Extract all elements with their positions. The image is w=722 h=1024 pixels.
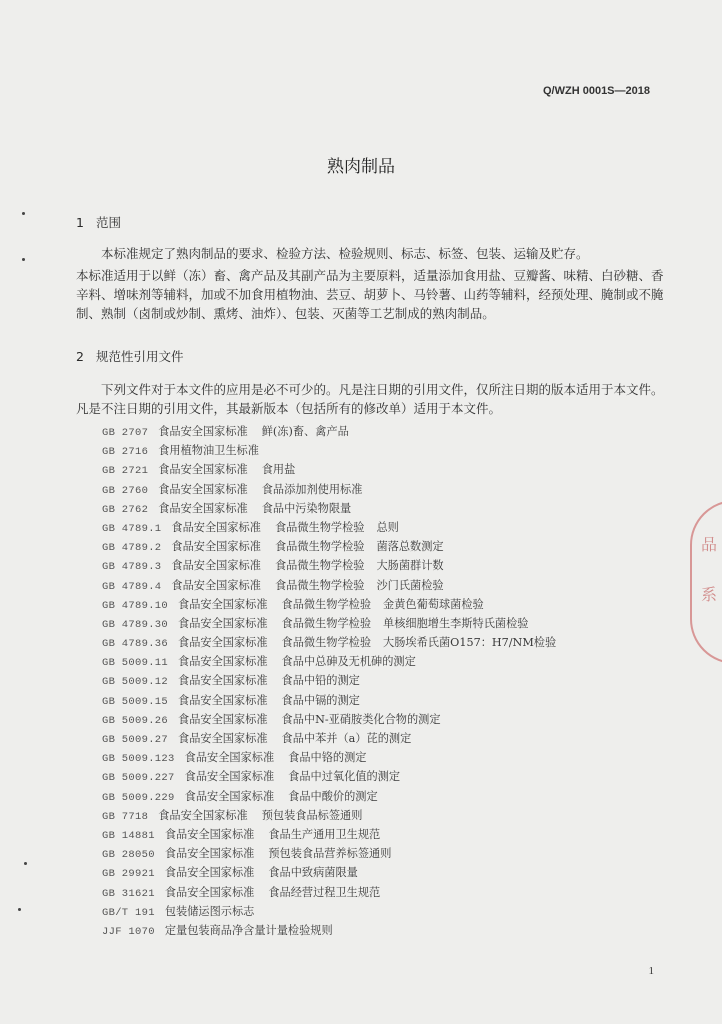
- reference-item: [102, 633, 556, 652]
- scan-speck: [22, 212, 25, 215]
- reference-title-2: 食品生产通用卫生规范: [268, 827, 381, 841]
- reference-code: GB 5009.123: [102, 753, 175, 766]
- reference-item: [102, 921, 556, 940]
- stamp-lettering: [701, 520, 717, 620]
- reference-title-1: 食品安全国家标准: [184, 770, 275, 784]
- reference-code: GB 28050: [102, 849, 155, 862]
- reference-title-2: 食用盐: [261, 463, 296, 477]
- reference-title-1: 包装储运图示标志: [164, 904, 255, 918]
- reference-item: [102, 499, 556, 518]
- reference-title-1: 食品安全国家标准: [184, 751, 275, 765]
- reference-title-1: 食品安全国家标准: [171, 520, 261, 534]
- section-heading-scope: [76, 213, 121, 231]
- reference-title-3: 沙门氏菌检验: [376, 578, 444, 592]
- reference-item: [102, 883, 556, 902]
- reference-title-1: 食品安全国家标准: [171, 578, 261, 592]
- scope-paragraph-1: 本标准规定了熟肉制品的要求、检验方法、检验规则、标志、标签、包装、运输及贮存。: [101, 246, 589, 261]
- reference-code: GB 5009.227: [102, 772, 175, 785]
- reference-code: GB 5009.15: [102, 695, 169, 708]
- reference-title-1: 食品安全国家标准: [178, 597, 268, 611]
- reference-title-1: 食品安全国家标准: [158, 425, 248, 438]
- reference-item: [102, 710, 556, 729]
- reference-title-2: 食品微生物学检验: [274, 540, 365, 554]
- section-title: 规范性引用文件: [96, 349, 184, 364]
- reference-code: GB 4789.1: [102, 522, 162, 535]
- reference-code: GB 5009.26: [102, 714, 169, 727]
- reference-code: GB 4789.4: [102, 580, 162, 593]
- reference-item: [102, 729, 556, 748]
- reference-title-2: 食品中铬的测定: [288, 751, 367, 765]
- reference-title-1: 食品安全国家标准: [164, 847, 255, 861]
- reference-title-1: 食品安全国家标准: [158, 808, 248, 822]
- reference-item: [102, 825, 556, 844]
- reference-item: [102, 480, 556, 499]
- reference-item: [102, 441, 556, 460]
- reference-item: [102, 748, 556, 767]
- reference-title-3: 菌落总数测定: [376, 540, 444, 554]
- reference-title-2: 预包装食品营养标签通则: [268, 847, 392, 861]
- reference-code: GB 7718: [102, 810, 149, 823]
- reference-item: [102, 614, 556, 633]
- reference-title-1: 食品安全国家标准: [178, 655, 268, 669]
- reference-title-2: 食品中N-亚硝胺类化合物的测定: [281, 712, 441, 726]
- reference-title-2: 食品中过氧化值的测定: [288, 770, 401, 784]
- reference-title-1: 食品安全国家标准: [158, 501, 248, 515]
- reference-title-1: 食品安全国家标准: [164, 866, 255, 880]
- reference-code: GB 4789.3: [102, 561, 162, 574]
- reference-title-1: 食品安全国家标准: [164, 885, 255, 899]
- reference-item: [102, 595, 556, 614]
- reference-title-2: 食品中污染物限量: [261, 501, 352, 515]
- reference-title-3: 金黄色葡萄球菌检验: [383, 597, 484, 611]
- scope-paragraph-2: 本标准适用于以鲜（冻）畜、禽产品及其副产品为主要原料，适量添加食用盐、豆瓣酱、味精、白砂糖、香辛料、增味剂等辅料，加或不加食用植物油、芸豆、胡萝卜、马铃薯、山药等辅料，经预处理、腌制或不腌制、熟制（卤制或炒制、熏烤、油炸）、包装、灭菌等工艺制成的熟肉制品。: [76, 268, 664, 321]
- reference-title-2: 食品添加剂使用标准: [261, 482, 363, 496]
- reference-code: GB 5009.11: [102, 657, 169, 670]
- reference-title-1: 食品安全国家标准: [178, 636, 268, 650]
- reference-item: [102, 691, 556, 710]
- reference-code: GB 31621: [102, 887, 155, 900]
- reference-title-2: 食品经营过程卫生规范: [268, 885, 381, 899]
- reference-title-2: 鲜(冻)畜、禽产品: [261, 425, 349, 438]
- reference-title-1: 食品安全国家标准: [158, 482, 248, 496]
- reference-code: GB 5009.12: [102, 676, 169, 689]
- reference-title-1: 食品安全国家标准: [178, 693, 268, 707]
- reference-title-2: 食品中致病菌限量: [268, 866, 358, 880]
- reference-item: [102, 844, 556, 863]
- reference-code: GB 5009.229: [102, 791, 175, 804]
- document-title: 熟肉制品: [327, 157, 395, 177]
- reference-item: [102, 518, 556, 537]
- section-title: 范围: [96, 215, 122, 230]
- scan-speck: [24, 862, 27, 865]
- section-number: 1: [76, 215, 84, 230]
- reference-title-1: 定量包装商品净含量计量检验规则: [164, 923, 333, 937]
- reference-code: GB 4789.30: [102, 618, 169, 631]
- reference-title-1: 食品安全国家标准: [178, 732, 268, 745]
- reference-item: [102, 576, 556, 595]
- reference-title-1: 食品安全国家标准: [178, 712, 268, 726]
- reference-title-1: 食品安全国家标准: [171, 540, 261, 554]
- reference-item: [102, 422, 556, 441]
- reference-title-2: 食品中酸价的测定: [288, 789, 378, 803]
- reference-title-3: 单核细胞增生李斯特氏菌检验: [383, 616, 529, 630]
- reference-item: [102, 863, 556, 882]
- reference-code: GB 2721: [102, 465, 149, 478]
- normative-intro: 下列文件对于本文件的应用是必不可少的。凡是注日期的引用文件，仅所注日期的版本适用于本文件。凡是不注日期的引用文件，其最新版本（包括所有的修改单）适用于本文件。: [76, 382, 664, 416]
- page-number: 1: [648, 965, 654, 977]
- stamp-char: 系: [701, 585, 718, 604]
- reference-title-2: 食品中苯并（a）芘的测定: [281, 732, 412, 745]
- reference-title-2: 食品微生物学检验: [281, 616, 372, 630]
- reference-list: [102, 422, 556, 940]
- reference-item: [102, 652, 556, 671]
- reference-item: [102, 806, 556, 825]
- reference-title-3: 总则: [376, 520, 399, 534]
- reference-title-3: 大肠菌群计数: [376, 559, 444, 573]
- reference-item: [102, 460, 556, 479]
- reference-title-2: 食品中总砷及无机砷的测定: [281, 655, 416, 669]
- reference-title-2: 食品微生物学检验: [274, 578, 365, 592]
- section-number: 2: [76, 349, 84, 364]
- reference-item: [102, 671, 556, 690]
- reference-title-2: 食品微生物学检验: [274, 520, 365, 534]
- reference-code: GB 14881: [102, 829, 155, 842]
- reference-item: [102, 537, 556, 556]
- standard-code: Q/WZH 0001S—2018: [543, 85, 650, 97]
- reference-code: GB/T 191: [102, 906, 155, 919]
- reference-title-1: 食品安全国家标准: [171, 559, 261, 573]
- stamp-char: 品: [701, 535, 718, 554]
- reference-title-2: 食品微生物学检验: [281, 597, 372, 611]
- reference-title-1: 食品安全国家标准: [164, 827, 255, 841]
- reference-item: [102, 787, 556, 806]
- reference-title-2: 食品中铅的测定: [281, 674, 360, 688]
- reference-code: JJF 1070: [102, 925, 155, 938]
- reference-code: GB 2716: [102, 446, 149, 459]
- reference-title-2: 预包装食品标签通则: [261, 808, 363, 822]
- reference-code: GB 2762: [102, 503, 149, 516]
- reference-title-1: 食品安全国家标准: [178, 674, 268, 688]
- reference-title-1: 食品安全国家标准: [184, 789, 275, 803]
- reference-code: GB 2760: [102, 484, 149, 497]
- reference-code: GB 2707: [102, 427, 149, 439]
- reference-code: GB 4789.2: [102, 542, 162, 555]
- section-heading-normative: [76, 347, 184, 365]
- reference-code: GB 4789.10: [102, 599, 169, 612]
- reference-item: [102, 767, 556, 786]
- reference-title-1: 食用植物油卫生标准: [158, 444, 259, 458]
- reference-title-2: 食品微生物学检验: [274, 559, 365, 573]
- reference-item: [102, 556, 556, 575]
- scan-speck: [22, 258, 25, 261]
- reference-code: GB 4789.36: [102, 638, 169, 651]
- reference-title-2: 食品中镉的测定: [281, 693, 360, 707]
- reference-title-2: 食品微生物学检验: [281, 636, 372, 650]
- reference-title-3: 大肠埃希氏菌O157：H7/NM检验: [383, 636, 557, 650]
- reference-title-1: 食品安全国家标准: [158, 463, 248, 477]
- reference-code: GB 29921: [102, 868, 155, 881]
- reference-code: GB 5009.27: [102, 734, 169, 746]
- scan-speck: [18, 908, 21, 911]
- reference-title-1: 食品安全国家标准: [178, 616, 268, 630]
- reference-item: [102, 902, 556, 921]
